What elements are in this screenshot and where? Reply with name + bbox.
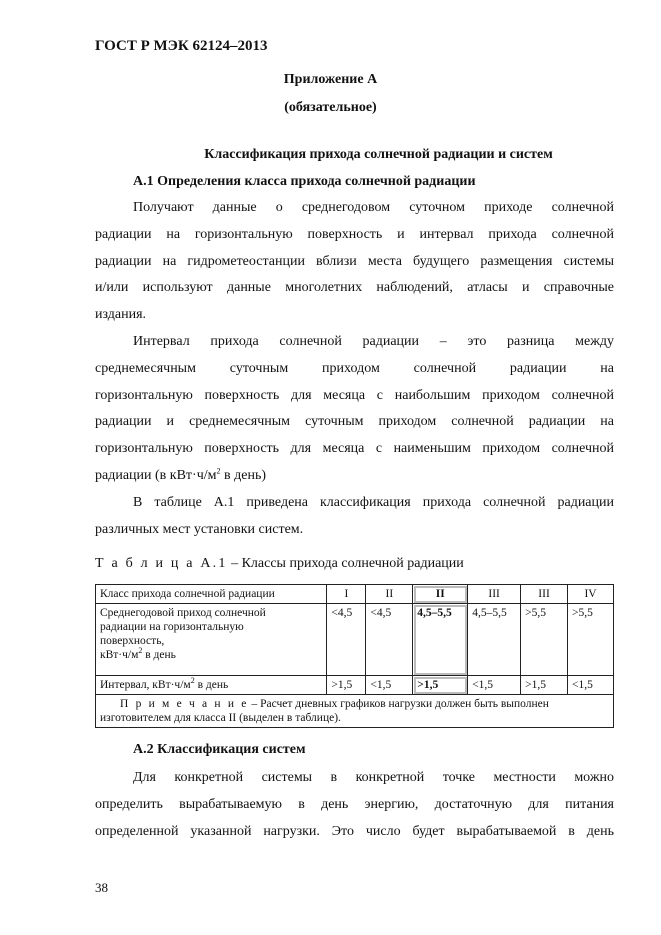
table-header-cell: Класс прихода солнечной радиации	[96, 585, 327, 604]
table-header-row	[96, 585, 614, 604]
paragraph-line: Интервал прихода солнечной радиации – это разница между	[133, 334, 614, 349]
paragraph-line: определить вырабатываемую в день энергию, достаточную для питания	[95, 796, 614, 812]
table-note-row	[96, 695, 614, 728]
paragraph-line: и/или используют данные многолетних наблюдений, атласы и справочные	[95, 280, 614, 296]
table-cell-highlighted: 4,5–5,5	[413, 604, 468, 676]
table-header-cell: III	[468, 585, 521, 604]
paragraph-line: горизонтальную поверхность для месяца с наибольшим приходом солнечной	[95, 387, 614, 403]
table-header-cell-highlighted: II	[413, 585, 468, 604]
paragraph-3	[95, 490, 614, 544]
paragraph-line: радиации на горизонтальную поверхность и интервал прихода солнечной	[95, 226, 614, 242]
table-cell: >5,5	[521, 604, 568, 676]
subsection-a2-title: А.2 Классификация систем	[133, 742, 306, 757]
table-cell: <1,5	[366, 676, 413, 695]
paragraph-line: радиации (в $кВт\cdot ч/м^2$ в день)	[95, 466, 267, 483]
table-header-cell: I	[327, 585, 366, 604]
table-row	[96, 676, 614, 695]
table-cell: >1,5	[521, 676, 568, 695]
paragraph-4	[95, 765, 614, 845]
table-cell: <1,5	[468, 676, 521, 695]
paragraph-line: различных мест установки систем.	[95, 521, 304, 537]
solar-class-table	[95, 584, 614, 728]
table-caption: Т а б л и ц а А.1 – Классы прихода солнечной радиации	[95, 556, 464, 571]
table-cell: <4,5	[366, 604, 413, 676]
document-header: ГОСТ Р МЭК 62124–2013	[95, 38, 268, 54]
table-header-cell: IV	[568, 585, 614, 604]
paragraph-line: В таблице А.1 приведена классификация прихода солнечной радиации	[133, 495, 614, 510]
paragraph-line: Получают данные о среднегодовом суточном приходе солнечной	[133, 200, 614, 215]
paragraph-line: определенной указанной нагрузки. Это число будет вырабатываемой в день	[95, 823, 614, 839]
appendix-status: (обязательное)	[284, 100, 377, 115]
paragraph-line: Для конкретной системы в конкретной точке местности можно	[133, 770, 614, 785]
paragraph-line: издания.	[95, 307, 147, 323]
table-cell: <4,5	[327, 604, 366, 676]
paragraph-2	[95, 329, 614, 490]
paragraph-line: радиации и среднемесячным суточным приходом солнечной радиации на	[95, 414, 614, 430]
table-row-label: Интервал, $кВт\cdot ч/м^2$ в день	[96, 676, 327, 695]
table-header-cell: II	[366, 585, 413, 604]
table-cell: >5,5	[568, 604, 614, 676]
page-number: 38	[95, 880, 108, 895]
section-title: Классификация прихода солнечной радиации и систем	[204, 147, 553, 162]
paragraph-line: радиации на гидрометеостанции вблизи места будущего размещения системы	[95, 253, 614, 269]
paragraph-1	[95, 195, 614, 329]
paragraph-line: среднемесячным суточным приходом солнечной радиации на	[95, 360, 614, 376]
table-cell: >1,5	[327, 676, 366, 695]
table-row	[96, 604, 614, 676]
subsection-a1-title: А.1 Определения класса прихода солнечной радиации	[133, 174, 476, 189]
appendix-title: Приложение А	[283, 72, 378, 87]
table-cell: <1,5	[568, 676, 614, 695]
table-header-cell: III	[521, 585, 568, 604]
table-row-label: Среднегодовой приход солнечной радиации на горизонтальную поверхность, $кВт\cdot ч/м^2$ в день	[96, 604, 327, 676]
table-note: П р и м е ч а н и е – Расчет дневных графиков нагрузки должен быть выполнен изготовителем для класса II (выделен в таблице).	[96, 695, 614, 728]
table-cell: 4,5–5,5	[468, 604, 521, 676]
table-cell-highlighted: >1,5	[413, 676, 468, 695]
paragraph-line: горизонтальную поверхность для месяца с наименьшим приходом солнечной	[95, 441, 614, 457]
